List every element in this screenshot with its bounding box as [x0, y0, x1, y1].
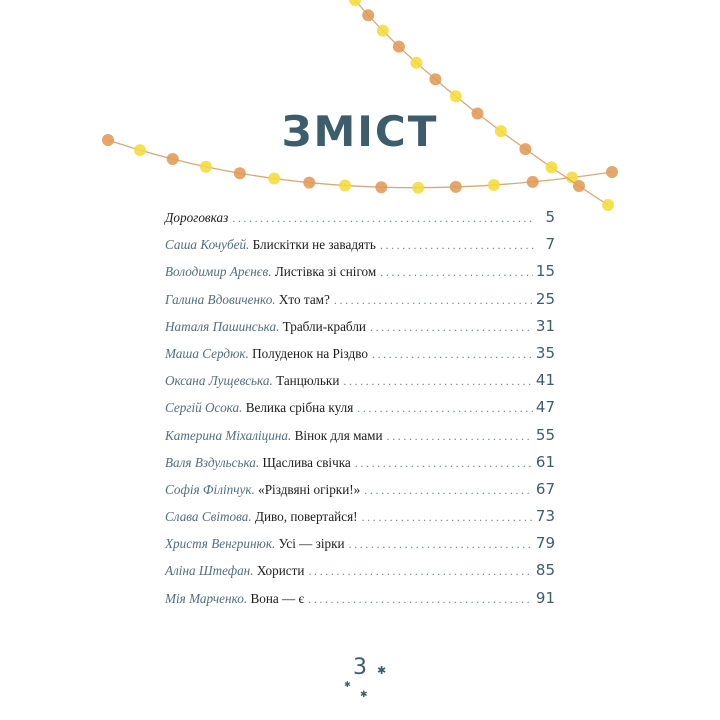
toc-entry — [165, 317, 555, 344]
dot-leader — [334, 293, 533, 308]
toc-entry — [165, 561, 555, 588]
toc-title: Усі — зірки — [278, 536, 345, 552]
dot-leader — [343, 374, 533, 389]
dot-leader — [349, 537, 533, 552]
toc-author: Оксана Лущевська. — [165, 373, 273, 389]
dot-leader — [387, 429, 533, 444]
toc-author: Слава Світова. — [165, 509, 252, 525]
toc-author: Софія Філіпчук. — [165, 481, 255, 497]
toc-author: Галина Вдовиченко. — [165, 291, 276, 307]
toc-entry — [165, 453, 555, 480]
toc-entry — [165, 507, 555, 534]
dot-leader — [308, 592, 533, 607]
toc-title: Полуденок на Різдво — [252, 345, 368, 361]
toc-author: Валя Вздульська. — [165, 454, 260, 470]
toc-page-number: 79 — [535, 534, 555, 553]
toc-title: «Різдвяні огірки!» — [258, 481, 361, 497]
garland-bead — [303, 177, 315, 189]
garland-bead — [573, 180, 585, 192]
toc-author: Наталя Пашинська. — [165, 318, 280, 334]
toc-page-number: 31 — [535, 316, 555, 335]
toc-title: Танцюльки — [276, 373, 340, 389]
toc-title: Листівка зі снігом — [274, 264, 377, 280]
toc-title: Велика срібна куля — [245, 400, 354, 416]
garland-bead — [412, 182, 424, 194]
toc-title: Трабли-крабли — [282, 318, 366, 334]
dot-leader — [372, 347, 533, 362]
toc-author: Катерина Міхаліцина. — [165, 427, 292, 443]
page-number: 3 — [353, 655, 367, 680]
toc-entry — [165, 480, 555, 507]
toc-page-number: 85 — [535, 561, 555, 580]
garland-bead — [200, 161, 212, 173]
toc-page-number: 91 — [535, 588, 555, 607]
garland-bead — [488, 179, 500, 191]
dot-leader — [355, 456, 533, 471]
toc-entry — [165, 371, 555, 398]
toc-page-number: 35 — [535, 343, 555, 362]
garland-bead — [450, 90, 462, 102]
dot-leader — [370, 320, 533, 335]
garland-bead — [375, 181, 387, 193]
toc-author: Мія Марченко. — [165, 590, 248, 606]
toc-title: Щаслива свічка — [262, 454, 351, 470]
star-icon: ✱ — [377, 664, 387, 677]
garland-bead — [429, 73, 441, 85]
garland-bead — [602, 199, 614, 211]
toc-entry — [165, 426, 555, 453]
toc-page-number: 15 — [535, 262, 555, 281]
toc-title: Блискітки не завадять — [252, 237, 376, 253]
toc-entry — [165, 398, 555, 425]
toc-page-number: 73 — [535, 507, 555, 526]
star-icon: ✱ — [360, 690, 368, 700]
star-icon: ✱ — [344, 680, 351, 689]
garland-bead — [606, 166, 618, 178]
toc-page-number: 5 — [545, 208, 555, 226]
toc-author: Маша Сердюк. — [165, 345, 249, 361]
dot-leader — [308, 564, 532, 579]
toc-entry — [165, 208, 555, 235]
dot-leader — [364, 483, 533, 498]
garland-bead — [410, 57, 422, 69]
toc-title: Вона — є — [250, 590, 305, 606]
toc-page-number: 25 — [535, 289, 555, 308]
garland-bead — [393, 41, 405, 53]
dot-leader — [232, 211, 534, 226]
dot-leader — [380, 265, 533, 280]
toc-title: Вінок для мами — [294, 427, 383, 443]
toc-entry — [165, 235, 555, 262]
dot-leader — [357, 401, 533, 416]
toc-entry — [165, 344, 555, 371]
toc-author: Аліна Штефан. — [165, 563, 254, 579]
page-title: ЗМІСТ — [281, 107, 439, 156]
toc-page-number: 55 — [535, 425, 555, 444]
garland-bead — [450, 181, 462, 193]
toc-entry — [165, 534, 555, 561]
toc-title: Хто там? — [278, 291, 330, 307]
dot-leader — [380, 238, 534, 253]
garland-bead — [362, 9, 374, 21]
garland-bead — [339, 180, 351, 192]
toc-author: Володимир Арєнєв. — [165, 264, 272, 280]
toc-entry — [165, 262, 555, 289]
garland-bead — [234, 167, 246, 179]
toc-author: Саша Кочубей. — [165, 237, 250, 253]
toc-title: Диво, повертайся! — [254, 509, 358, 525]
dot-leader — [362, 510, 533, 525]
garland-bead — [527, 176, 539, 188]
garland-bead — [268, 173, 280, 185]
garland-bead — [546, 161, 558, 173]
toc-page-number: 67 — [535, 479, 555, 498]
toc-page-number: 7 — [545, 235, 555, 254]
garland-bead — [377, 25, 389, 37]
toc-title: Дороговказ — [165, 210, 229, 225]
toc-page-number: 41 — [535, 371, 555, 390]
table-of-contents — [165, 208, 555, 616]
toc-author: Сергій Осока. — [165, 400, 243, 416]
toc-entry — [165, 290, 555, 317]
toc-page-number: 61 — [535, 452, 555, 471]
toc-entry — [165, 589, 555, 616]
toc-title: Хористи — [256, 563, 305, 579]
toc-page-number: 47 — [535, 398, 555, 417]
toc-author: Христя Венгринюк. — [165, 536, 276, 552]
